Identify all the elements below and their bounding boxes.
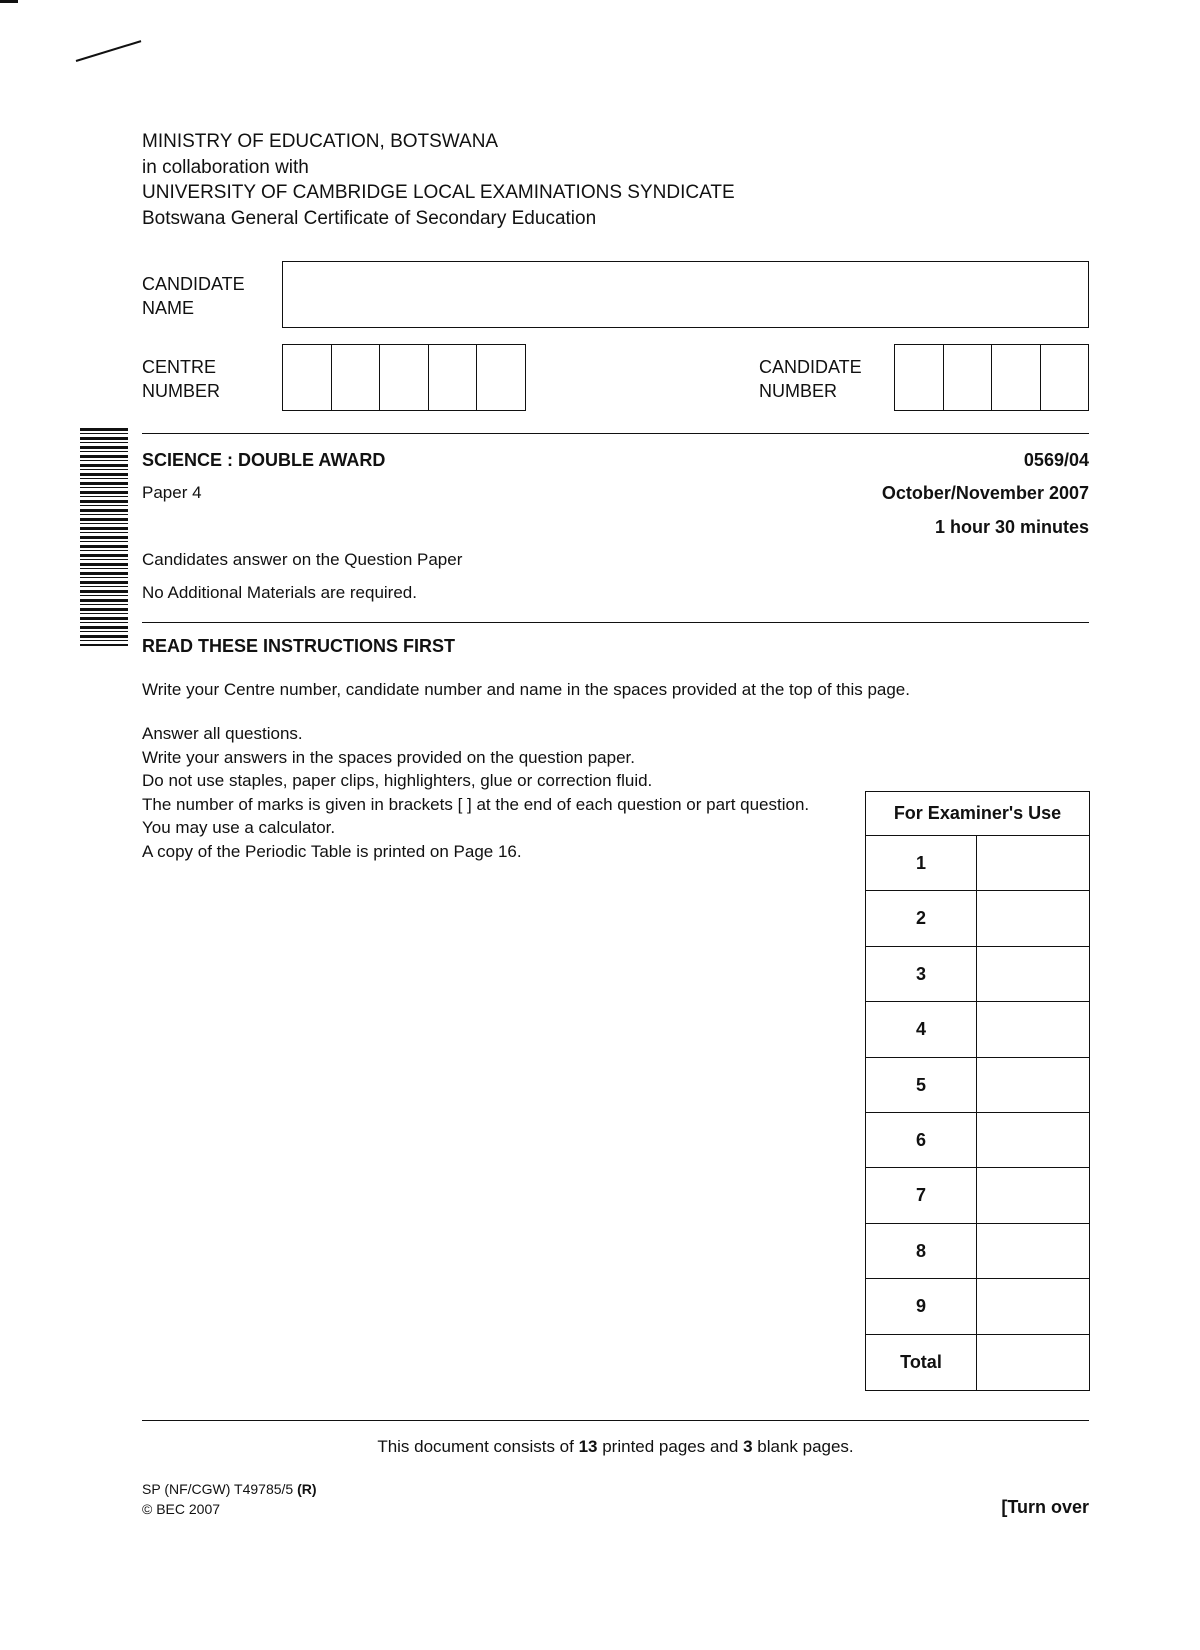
pen-mark bbox=[76, 40, 142, 62]
table-row bbox=[866, 1113, 1089, 1168]
exam-session: October/November 2007 bbox=[881, 483, 1089, 503]
instruction-line: The number of marks is given in brackets [ ] at the end of each question or part question. bbox=[142, 794, 810, 814]
question-number: 7 bbox=[866, 1168, 977, 1222]
instructions-heading: READ THESE INSTRUCTIONS FIRST bbox=[142, 636, 456, 656]
question-number: 3 bbox=[866, 947, 977, 1001]
document-reference bbox=[142, 1481, 317, 1497]
candidate-number-digit[interactable] bbox=[944, 345, 993, 410]
centre-number-digit[interactable] bbox=[429, 345, 478, 410]
scan-mark-top-left bbox=[0, 0, 18, 3]
divider bbox=[142, 622, 1089, 623]
instruction-line: A copy of the Periodic Table is printed on Page 16. bbox=[142, 841, 522, 861]
table-row-total bbox=[866, 1335, 1089, 1390]
question-number: 4 bbox=[866, 1002, 977, 1056]
reference-suffix: (R) bbox=[297, 1481, 317, 1497]
mark-cell bbox=[977, 1168, 1089, 1222]
examiner-use-table bbox=[865, 791, 1090, 1391]
turn-over: [Turn over bbox=[1001, 1497, 1089, 1517]
candidate-number-field[interactable] bbox=[894, 344, 1089, 411]
question-number: 8 bbox=[866, 1224, 977, 1278]
copyright: © BEC 2007 bbox=[142, 1501, 221, 1517]
header-collaboration: in collaboration with bbox=[142, 157, 309, 178]
mark-cell bbox=[977, 836, 1089, 890]
centre-number-digit[interactable] bbox=[477, 345, 525, 410]
candidate-number-digit[interactable] bbox=[1041, 345, 1089, 410]
table-row bbox=[866, 1168, 1089, 1223]
examiner-use-heading: For Examiner's Use bbox=[866, 792, 1089, 836]
candidate-number-digit[interactable] bbox=[895, 345, 944, 410]
candidate-number-digit[interactable] bbox=[992, 345, 1041, 410]
instruction-line: Write your answers in the spaces provided on the question paper. bbox=[142, 747, 635, 767]
table-row bbox=[866, 836, 1089, 891]
exam-duration: 1 hour 30 minutes bbox=[934, 517, 1089, 537]
question-number: 1 bbox=[866, 836, 977, 890]
barcode bbox=[80, 428, 128, 646]
centre-number-digit[interactable] bbox=[283, 345, 332, 410]
paper-number: Paper 4 bbox=[142, 483, 202, 502]
header-ministry: MINISTRY OF EDUCATION, BOTSWANA bbox=[142, 131, 499, 152]
mark-cell bbox=[977, 947, 1089, 1001]
mark-cell bbox=[977, 891, 1089, 945]
centre-number-field[interactable] bbox=[282, 344, 526, 411]
centre-number-label-2: NUMBER bbox=[142, 381, 221, 401]
candidate-name-label-2: NAME bbox=[142, 298, 195, 318]
divider bbox=[142, 433, 1089, 434]
instruction-line: Answer all questions. bbox=[142, 724, 303, 743]
table-row bbox=[866, 947, 1089, 1002]
page-count-text: printed pages and bbox=[597, 1437, 744, 1456]
header-ucles: UNIVERSITY OF CAMBRIDGE LOCAL EXAMINATIONS SYNDICATE bbox=[142, 182, 735, 203]
reference-code: SP (NF/CGW) T49785/5 bbox=[142, 1481, 294, 1497]
blank-page-count: 3 bbox=[743, 1437, 753, 1456]
centre-number-digit[interactable] bbox=[380, 345, 429, 410]
table-row bbox=[866, 1002, 1089, 1057]
table-row bbox=[866, 1279, 1089, 1334]
page-count-text: blank pages. bbox=[752, 1437, 854, 1456]
printed-page-count: 13 bbox=[578, 1437, 598, 1456]
instruction-list bbox=[142, 722, 852, 863]
question-number: 6 bbox=[866, 1113, 977, 1167]
question-number: 5 bbox=[866, 1058, 977, 1112]
centre-number-label-1: CENTRE bbox=[142, 357, 217, 377]
instruction-write-details: Write your Centre number, candidate number and name in the spaces provided at the top of this page. bbox=[142, 680, 910, 699]
centre-number-digit[interactable] bbox=[332, 345, 381, 410]
mark-cell bbox=[977, 1002, 1089, 1056]
table-row bbox=[866, 891, 1089, 946]
answer-location: Candidates answer on the Question Paper bbox=[142, 550, 463, 569]
footer-divider bbox=[142, 1420, 1089, 1421]
mark-cell bbox=[977, 1279, 1089, 1333]
table-row bbox=[866, 1224, 1089, 1279]
header-bgcse: Botswana General Certificate of Secondary Education bbox=[142, 208, 597, 229]
total-label: Total bbox=[866, 1335, 977, 1390]
question-number: 9 bbox=[866, 1279, 977, 1333]
paper-code: 0569/04 bbox=[1023, 450, 1089, 470]
mark-cell bbox=[977, 1058, 1089, 1112]
mark-cell bbox=[977, 1224, 1089, 1278]
table-row bbox=[866, 1058, 1089, 1113]
candidate-number-label-1: CANDIDATE bbox=[759, 357, 862, 377]
total-mark-cell bbox=[977, 1335, 1089, 1390]
candidate-name-label-1: CANDIDATE bbox=[142, 274, 245, 294]
subject-title: SCIENCE : DOUBLE AWARD bbox=[142, 450, 386, 470]
candidate-number-label-2: NUMBER bbox=[759, 381, 838, 401]
mark-cell bbox=[977, 1113, 1089, 1167]
additional-materials: No Additional Materials are required. bbox=[142, 583, 417, 602]
question-number: 2 bbox=[866, 891, 977, 945]
instruction-line: You may use a calculator. bbox=[142, 818, 336, 837]
candidate-name-field[interactable] bbox=[282, 261, 1089, 328]
page-count-text: This document consists of bbox=[377, 1437, 579, 1456]
instruction-line: Do not use staples, paper clips, highlighters, glue or correction fluid. bbox=[142, 771, 653, 790]
page-count-note bbox=[142, 1437, 1089, 1457]
